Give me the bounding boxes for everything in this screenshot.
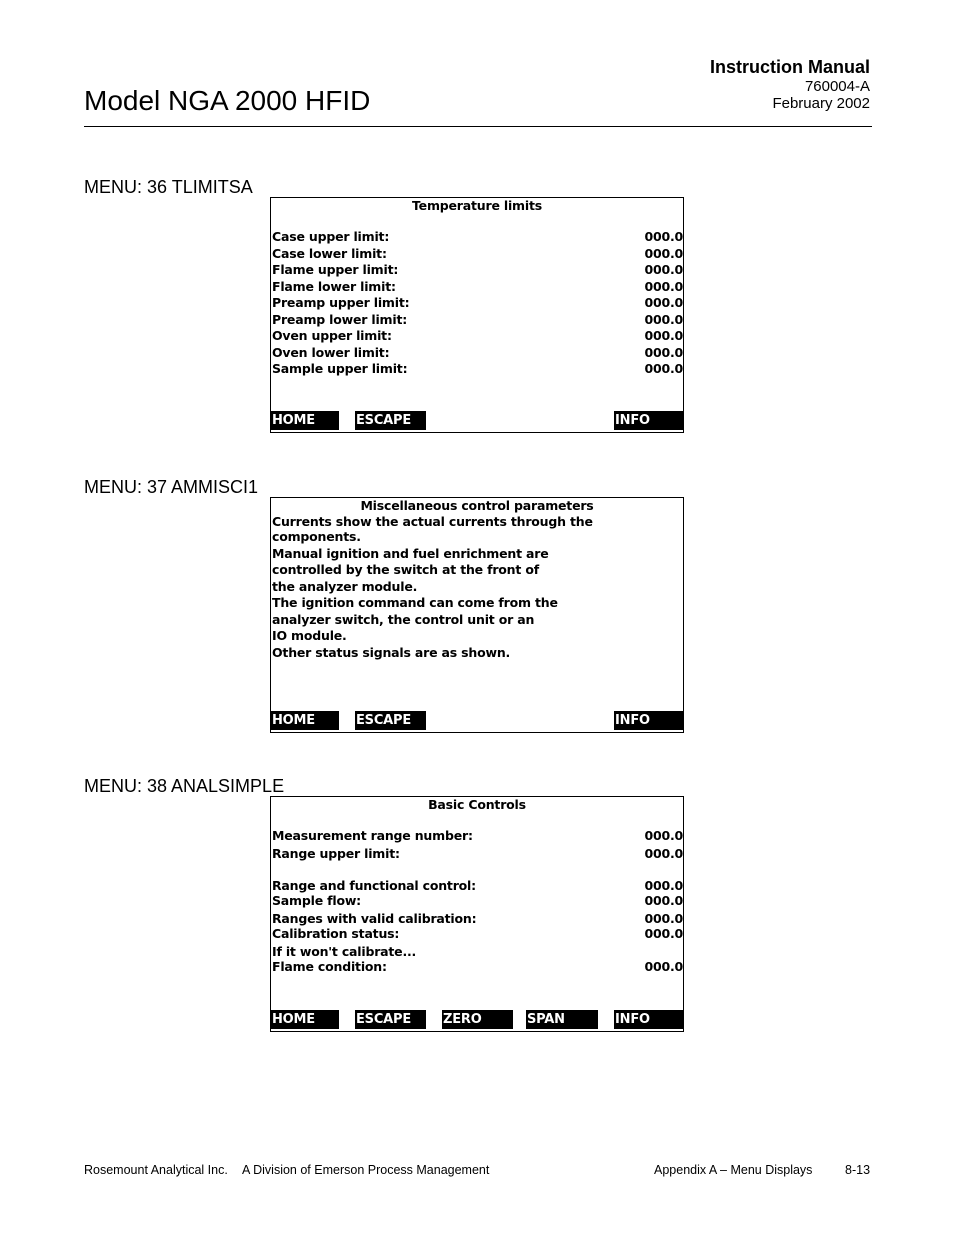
screen-title: Basic Controls xyxy=(428,797,526,812)
limit-row xyxy=(272,279,683,295)
control-value: 000.0 xyxy=(644,959,683,974)
control-label: Calibration status: xyxy=(272,926,400,941)
limit-label: Oven lower limit: xyxy=(272,345,390,360)
limit-value: 000.0 xyxy=(644,345,683,360)
limit-row xyxy=(272,246,683,262)
limit-label: Preamp lower limit: xyxy=(272,312,408,327)
home-softkey[interactable]: HOME xyxy=(271,1010,339,1029)
help-text-line: Manual ignition and fuel enrichment are xyxy=(272,546,549,561)
limit-label: Sample upper limit: xyxy=(272,361,408,376)
control-label: Range and functional control: xyxy=(272,878,476,893)
footer-company: Rosemount Analytical Inc. xyxy=(84,1163,228,1177)
document-date: February 2002 xyxy=(772,95,870,112)
help-text-line: analyzer switch, the control unit or an xyxy=(272,612,535,627)
limit-row xyxy=(272,312,683,328)
limit-row xyxy=(272,295,683,311)
control-label: Flame condition: xyxy=(272,959,387,974)
control-label: Measurement range number: xyxy=(272,828,473,843)
control-label: Ranges with valid calibration: xyxy=(272,911,477,926)
menu-37-screen xyxy=(270,497,684,733)
control-row xyxy=(272,911,683,927)
control-value: 000.0 xyxy=(644,878,683,893)
menu-36-screen xyxy=(270,197,684,433)
header-info xyxy=(710,56,870,112)
screen-title: Miscellaneous control parameters xyxy=(360,498,594,513)
limit-label: Case upper limit: xyxy=(272,229,390,244)
footer-division: A Division of Emerson Process Management xyxy=(242,1163,490,1177)
limit-value: 000.0 xyxy=(644,295,683,310)
help-text-line: The ignition command can come from the xyxy=(272,595,558,610)
help-text-line: Currents show the actual currents through the xyxy=(272,514,593,529)
menu-38-label: MENU: 38 ANALSIMPLE xyxy=(84,776,285,796)
info-softkey[interactable]: INFO xyxy=(614,711,683,730)
menu-37-label: MENU: 37 AMMISCI1 xyxy=(84,477,259,497)
control-row xyxy=(272,944,683,960)
control-row xyxy=(272,926,683,942)
help-text-line: Other status signals are as shown. xyxy=(272,645,511,660)
help-text-line: controlled by the switch at the front of xyxy=(272,562,539,577)
info-softkey[interactable]: INFO xyxy=(614,411,683,430)
escape-softkey[interactable]: ESCAPE xyxy=(355,1010,426,1029)
limit-value: 000.0 xyxy=(644,246,683,261)
control-value: 000.0 xyxy=(644,926,683,941)
control-label: If it won't calibrate... xyxy=(272,944,417,959)
limit-row xyxy=(272,345,683,361)
control-value: 000.0 xyxy=(644,846,683,861)
control-value: 000.0 xyxy=(644,828,683,843)
menu-38-screen xyxy=(270,796,684,1032)
manual-label: Instruction Manual xyxy=(709,57,870,77)
limit-label: Flame upper limit: xyxy=(272,262,399,277)
control-label: Sample flow: xyxy=(272,893,361,908)
limit-row xyxy=(272,262,683,278)
menu-36-label: MENU: 36 TLIMITSA xyxy=(84,177,253,197)
home-softkey[interactable]: HOME xyxy=(271,411,339,430)
screen-title: Temperature limits xyxy=(412,198,542,213)
control-row xyxy=(272,893,683,909)
control-row xyxy=(272,959,683,975)
header-rule xyxy=(84,126,872,127)
control-value: 000.0 xyxy=(644,911,683,926)
control-row xyxy=(272,878,683,894)
escape-softkey[interactable]: ESCAPE xyxy=(355,711,426,730)
limit-label: Preamp upper limit: xyxy=(272,295,410,310)
limit-row xyxy=(272,328,683,344)
control-row xyxy=(272,828,683,844)
footer-page-number: 8-13 xyxy=(845,1163,871,1177)
limit-label: Flame lower limit: xyxy=(272,279,396,294)
limit-value: 000.0 xyxy=(644,229,683,244)
control-value: 000.0 xyxy=(644,893,683,908)
limit-value: 000.0 xyxy=(644,262,683,277)
footer-section: Appendix A – Menu Displays xyxy=(654,1163,813,1177)
zero-softkey[interactable]: ZERO xyxy=(442,1010,513,1029)
limit-value: 000.0 xyxy=(644,328,683,343)
help-text-line: the analyzer module. xyxy=(272,579,418,594)
limit-value: 000.0 xyxy=(644,312,683,327)
span-softkey[interactable]: SPAN xyxy=(526,1010,598,1029)
control-label: Range upper limit: xyxy=(272,846,400,861)
help-text-line: IO module. xyxy=(272,628,347,643)
limit-value: 000.0 xyxy=(644,279,683,294)
control-row xyxy=(272,846,683,862)
limit-label: Case lower limit: xyxy=(272,246,387,261)
limit-label: Oven upper limit: xyxy=(272,328,392,343)
document-number: 760004-A xyxy=(804,78,870,95)
limit-row xyxy=(272,361,683,377)
document-title: Model NGA 2000 HFID xyxy=(84,85,371,116)
info-softkey[interactable]: INFO xyxy=(614,1010,683,1029)
help-text-line: components. xyxy=(272,529,361,544)
home-softkey[interactable]: HOME xyxy=(271,711,339,730)
escape-softkey[interactable]: ESCAPE xyxy=(355,411,426,430)
limit-row xyxy=(272,229,683,245)
limit-value: 000.0 xyxy=(644,361,683,376)
